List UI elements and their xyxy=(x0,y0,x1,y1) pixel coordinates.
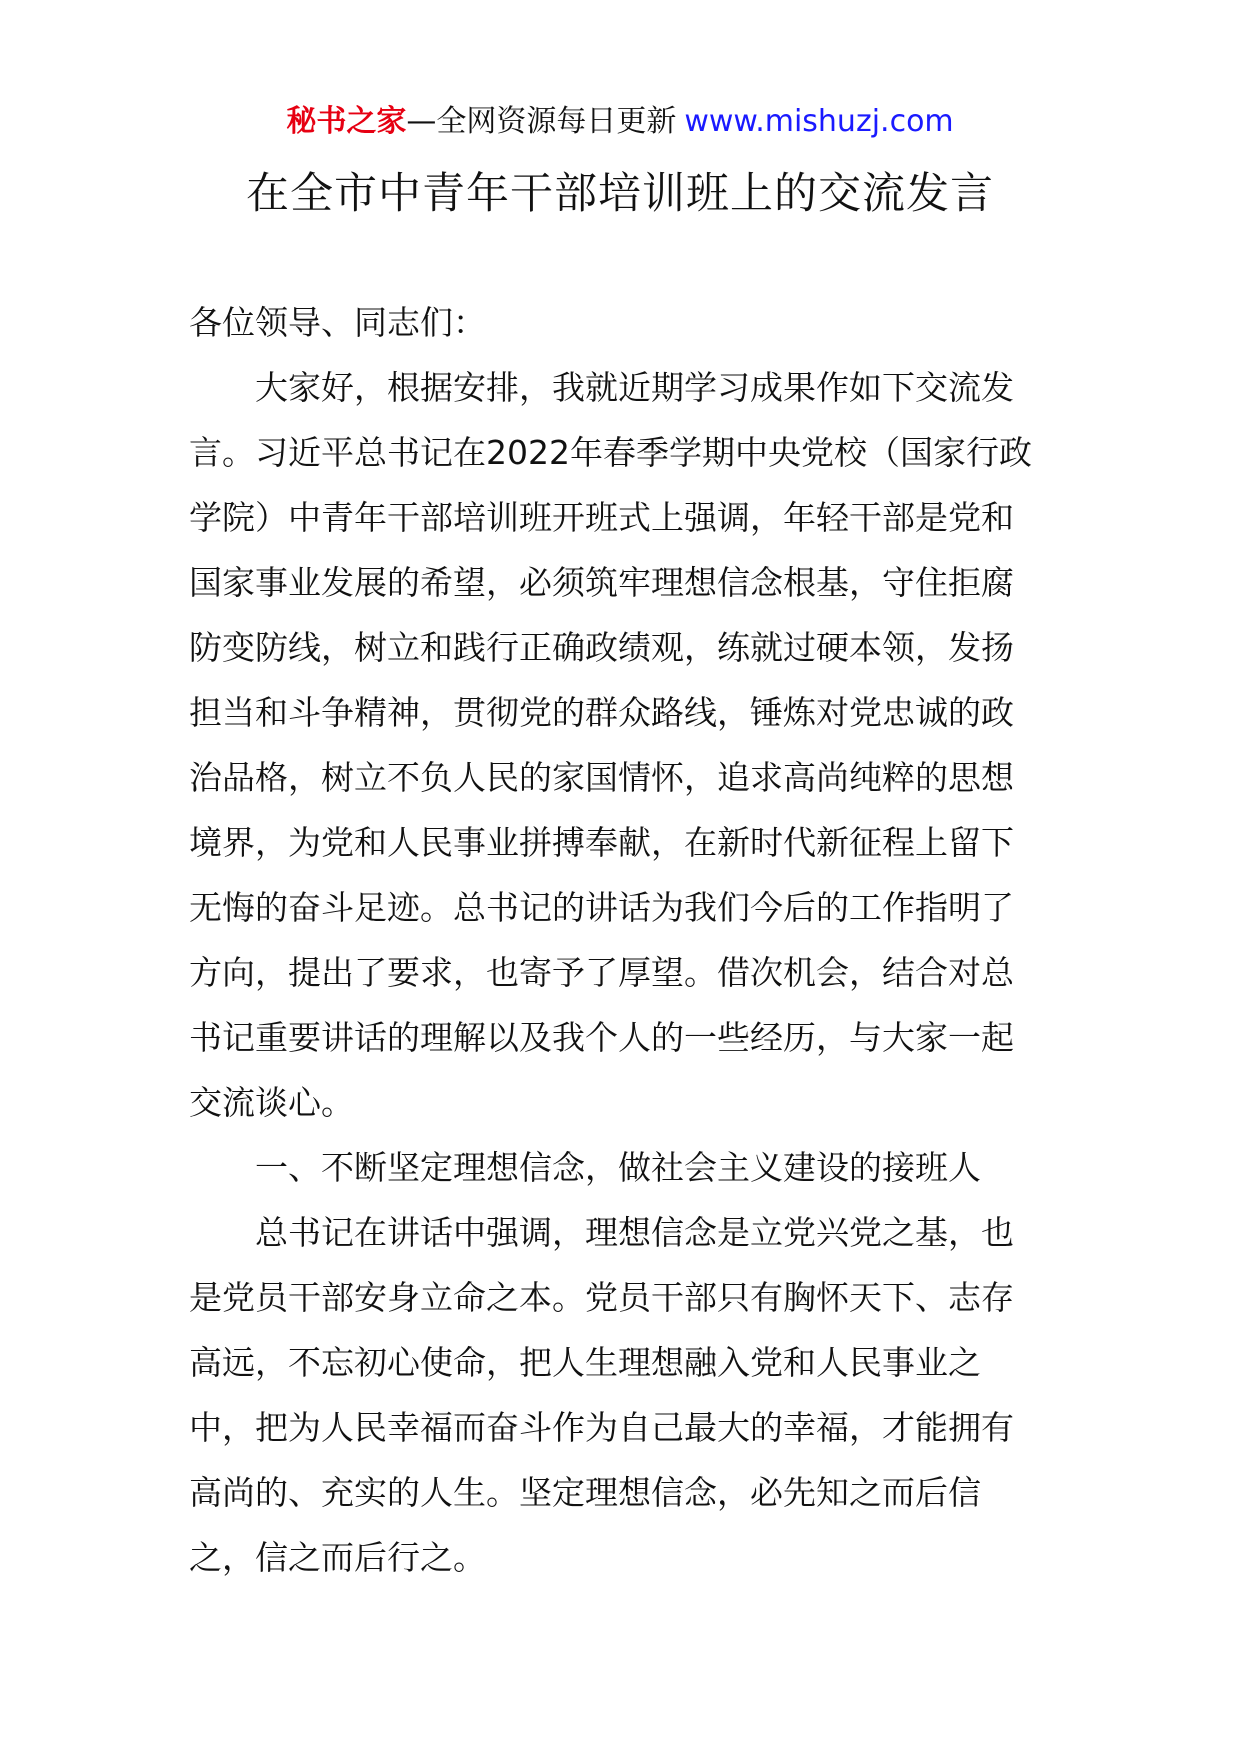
section-heading: 一、不断坚定理想信念，做社会主义建设的接班人 xyxy=(255,1148,981,1187)
document-title: 在全市中青年干部培训班上的交流发言 xyxy=(246,169,994,219)
paragraph-line: 国家事业发展的希望，必须筑牢理想信念根基，守住拒腐 xyxy=(189,563,1014,602)
paragraph-line: 高尚的、充实的人生。坚定理想信念，必先知之而后信 xyxy=(189,1473,981,1512)
paragraph-line: 高远，不忘初心使命，把人生理想融入党和人民事业之 xyxy=(189,1343,981,1382)
brand-tagline: —全网资源每日更新 xyxy=(406,104,677,139)
paragraph-line: 总书记在讲话中强调，理想信念是立党兴党之基，也 xyxy=(255,1213,1014,1252)
paragraph-line: 无悔的奋斗足迹。总书记的讲话为我们今后的工作指明了 xyxy=(189,888,1014,927)
site-banner xyxy=(0,100,1240,144)
paragraph-line: 书记重要讲话的理解以及我个人的一些经历，与大家一起 xyxy=(189,1018,1014,1057)
salutation: 各位领导、同志们： xyxy=(189,303,486,342)
paragraph-line: 中，把为人民幸福而奋斗作为自己最大的幸福，才能拥有 xyxy=(189,1408,1014,1447)
paragraph-line: 治品格，树立不负人民的家国情怀，追求高尚纯粹的思想 xyxy=(189,758,1014,797)
paragraph-line: 方向，提出了要求，也寄予了厚望。借次机会，结合对总 xyxy=(189,953,1014,992)
site-url-link[interactable]: www.mishuzj.com xyxy=(684,104,954,139)
brand-name: 秘书之家 xyxy=(286,104,407,139)
document-body xyxy=(189,290,1059,1590)
paragraph-line: 学院）中青年干部培训班开班式上强调，年轻干部是党和 xyxy=(189,498,1014,537)
paragraph-line: 大家好，根据安排，我就近期学习成果作如下交流发 xyxy=(255,368,1014,407)
paragraph-line: 交流谈心。 xyxy=(189,1083,354,1122)
paragraph-line: 防变防线，树立和践行正确政绩观，练就过硬本领，发扬 xyxy=(189,628,1014,667)
paragraph-line: 言。习近平总书记在2022年春季学期中央党校（国家行政 xyxy=(189,433,1032,472)
paragraph-line: 境界，为党和人民事业拼搏奉献，在新时代新征程上留下 xyxy=(189,823,1014,862)
paragraph-line: 担当和斗争精神，贯彻党的群众路线，锤炼对党忠诚的政 xyxy=(189,693,1014,732)
paragraph-line: 之，信之而后行之。 xyxy=(189,1538,486,1577)
paragraph-line: 是党员干部安身立命之本。党员干部只有胸怀天下、志存 xyxy=(189,1278,1014,1317)
